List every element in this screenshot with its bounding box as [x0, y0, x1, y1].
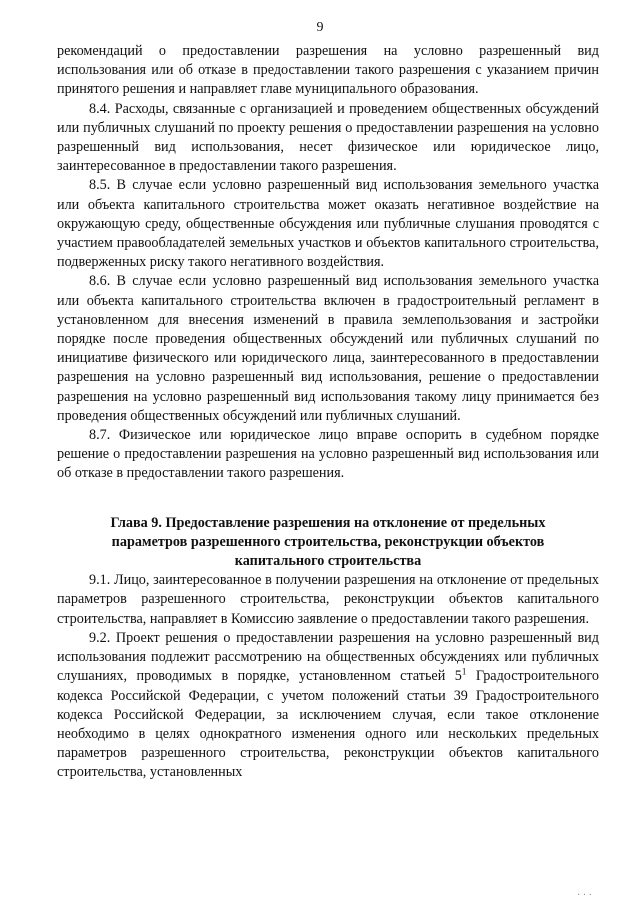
chapter-9-heading: Глава 9. Предоставление разрешения на отклонение от предельных параметров разрешенного строительства, реконструкции объектов капитального строительства — [110, 514, 546, 570]
page-number: 9 — [316, 20, 324, 35]
paragraph-8-4: 8.4. Расходы, связанные с организацией и проведением общественных обсуждений или публичных слушаний по проекту решения о предоставлении разрешения на условно разрешенный вид использования, несет физическое или юридическое лицо, заинтересованное в предоставлении такого разрешения. — [57, 100, 599, 175]
paragraph-9-1: 9.1. Лицо, заинтересованное в получении разрешения на отклонение от предельных параметров разрешенного строительства, реконструкции объектов капитального строительства, направляет в Комиссию заявление о предоставлении такого разрешения. — [57, 572, 599, 627]
paragraph-9-2-text-end: Градостроительного кодекса Российской Федерации, с учетом положений статьи 39 Градостроительного кодекса Российской Федерации, за исключением случая, если такое отклонение необходимо в целях однократного изменения одного или нескольких предельных параметров разрешенного строительства, реконструкции объектов капитального строительства, установленных — [57, 668, 599, 781]
paragraph-8-6: 8.6. В случае если условно разрешенный вид использования земельного участка или объекта капитального строительства включен в градостроительный регламент в установленном для внесения изменений в правила землепользования и застройки порядке после проведения общественных обсуждений или публичных слушаний по инициативе физического или юридического лица, заинтересованного в предоставлении разрешения на условно разрешенный вид использования, решение о предоставлении разрешения на условно разрешенный вид использования такому лицу принимается без проведения общественных обсуждений или публичных слушаний. — [57, 273, 599, 424]
article-superscript: 1 — [461, 666, 467, 677]
paragraph-9-2 — [57, 629, 599, 783]
paragraph-8-3-continuation: рекомендаций о предоставлении разрешения на условно разрешенный вид использования или об отказе в предоставлении такого разрешения с указанием причин принятого решения и направляет главе муниципального образования. — [57, 43, 599, 98]
paragraph-8-7: 8.7. Физическое или юридическое лицо вправе оспорить в судебном порядке решение о предоставлении разрешения на условно разрешенный вид использования или об отказе в предоставлении такого разрешения. — [57, 427, 599, 482]
paragraph-9-2-text-start: 9.2. Проект решения о предоставлении разрешения на условно разрешенный вид использования подлежит рассмотрению на общественных обсуждениях или публичных слушаниях, проводимых в порядке, установленном статьей 5 — [57, 629, 599, 685]
scan-corner-mark: · · · — [577, 890, 592, 901]
document-body — [57, 42, 599, 783]
paragraph-8-5: 8.5. В случае если условно разрешенный вид использования земельного участка или объекта капитального строительства может оказать негативное воздействие на окружающую среду, общественные обсуждения или публичные слушания проводятся с участием правообладателей земельных участков и объектов капитального строительства, подверженных риску такого негативного воздействия. — [57, 177, 599, 271]
